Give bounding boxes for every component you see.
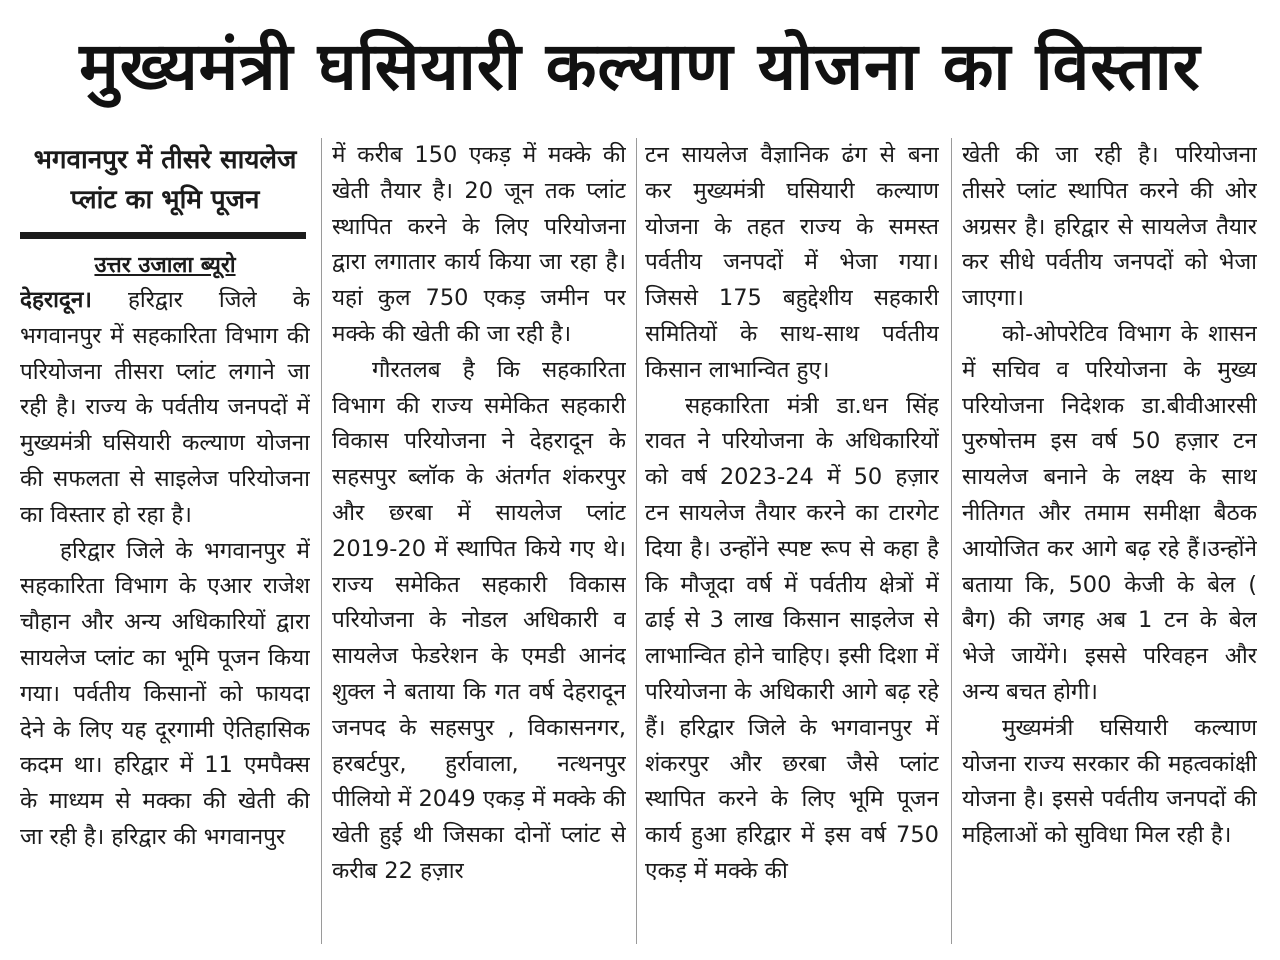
byline: उत्तर उजाला ब्यूरो (94, 253, 236, 278)
paragraph-text: हरिद्वार जिले के भगवानपुर में सहकारिता विभाग की परियोजना तीसरा प्लांट लगाने जा रही है। राज्य के पर्वतीय जनपदों में मुख्यमंत्री घसियारी कल्याण योजना की सफलता से साइलेज परियोजना का विस्तार हो रहा है। (20, 287, 310, 528)
subheadline: भगवानपुर में तीसरे सायलेज प्लांट का भूमि पूजन (33, 145, 297, 215)
article-column-3 (645, 138, 939, 948)
article-paragraph: को-ओपरेटिव विभाग के शासन में सचिव व परियोजना के मुख्य परियोजना निदेशक डा.बीवीआरसी पुरुषोत्तम इस वर्ष 50 हज़ार टन सायलेज बनाने के लक्ष्य के साथ नीतिगत और तमाम समीक्षा बैठक आयोजित कर आगे बढ़ रहे हैं।उन्होंने बताया कि, 500 केजी के बेल ( बैग) की जगह अब 1 टन के बेल भेजे जायेंगे। इससे परिवहन और अन्य बचत होगी। (962, 320, 1257, 705)
article-column-2 (332, 138, 626, 948)
article-paragraph: में करीब 150 एकड़ में मक्के की खेती तैयार है। 20 जून तक प्लांट स्थापित करने के लिए परियोजना द्वारा लगातार कार्य किया जा रहा है। यहां कुल 750 एकड़ जमीन पर मक्के की खेती की जा रही है। (332, 142, 626, 347)
article-paragraph: सहकारिता मंत्री डा.धन सिंह रावत ने परियोजना के अधिकारियों को वर्ष 2023-24 में 50 हज़ार टन सायलेज तैयार करने का टारगेट दिया है। उन्होंने स्पष्ट रूप से कहा है कि मौजूदा वर्ष में पर्वतीय क्षेत्रों में ढाई से 3 लाख किसान साइलेज से लाभान्वित होने चाहिए। इसी दिशा में परियोजना के अधिकारी आगे बढ़ रहे हैं। हरिद्वार जिले के भगवानपुर में शंकरपुर और छरबा जैसे प्लांट स्थापित करने के लिए भूमि पूजन कार्य हुआ हरिद्वार में इस वर्ष 750 एकड़ में मक्के की (645, 392, 939, 884)
article-paragraph: खेती की जा रही है। परियोजना तीसरे प्लांट स्थापित करने की ओर अग्रसर है। हरिद्वार से सायलेज तैयार कर सीधे पर्वतीय जनपदों को भेजा जाएगा। (962, 142, 1257, 312)
column-divider (951, 138, 952, 944)
column-divider (321, 138, 322, 944)
column-divider (636, 138, 637, 944)
subheadline-rule (20, 232, 306, 239)
article-paragraph: गौरतलब है कि सहकारिता विभाग की राज्य समेकित सहकारी विकास परियोजना ने देहरादून के सहसपुर ब्लॉक के अंतर्गत शंकरपुर और छरबा में सायलेज प्लांट 2019-20 में स्थापित किये गए थे। राज्य समेकित सहकारी विकास परियोजना के नोडल अधिकारी व सायलेज फेडरेशन के एमडी आनंद शुक्ल ने बताया कि गत वर्ष देहरादून जनपद के सहसपुर , विकासनगर, हरबर्टपुर, हुर्रावाला, नत्थनपुर पीलियो में 2049 एकड़ में मक्के की खेती हुई थी जिसका दोनों प्लांट से करीब 22 हज़ार (332, 356, 626, 884)
dateline: देहरादून। (20, 287, 92, 313)
article-paragraph: हरिद्वार जिले के भगवानपुर में सहकारिता विभाग के एआर राजेश चौहान और अन्य अधिकारियों द्वारा सायलेज प्लांट का भूमि पूजन किया गया। पर्वतीय किसानों को फायदा देने के लिए यह दूरगामी ऐतिहासिक कदम था। हरिद्वार में 11 एमपैक्स के माध्यम से मक्का की खेती की जा रही है। हरिद्वार की भगवानपुर (20, 537, 310, 850)
headline: मुख्यमंत्री घसियारी कल्याण योजना का विस्तार (79, 28, 1201, 105)
article-paragraph: मुख्यमंत्री घसियारी कल्याण योजना राज्य सरकार की महत्वकांक्षी योजना है। इससे पर्वतीय जनपदों की महिलाओं को सुविधा मिल रही है। (962, 714, 1257, 849)
article-column-4 (962, 138, 1257, 948)
article-column-1 (20, 138, 310, 948)
article-paragraph (20, 283, 310, 534)
article-paragraph: टन सायलेज वैज्ञानिक ढंग से बना कर मुख्यमंत्री घसियारी कल्याण योजना के तहत राज्य के समस्त पर्वतीय जनपदों में भेजा गया। जिससे 175 बहुद्देशीय सहकारी समितियों के साथ-साथ पर्वतीय किसान लाभान्वित हुए। (645, 142, 939, 383)
